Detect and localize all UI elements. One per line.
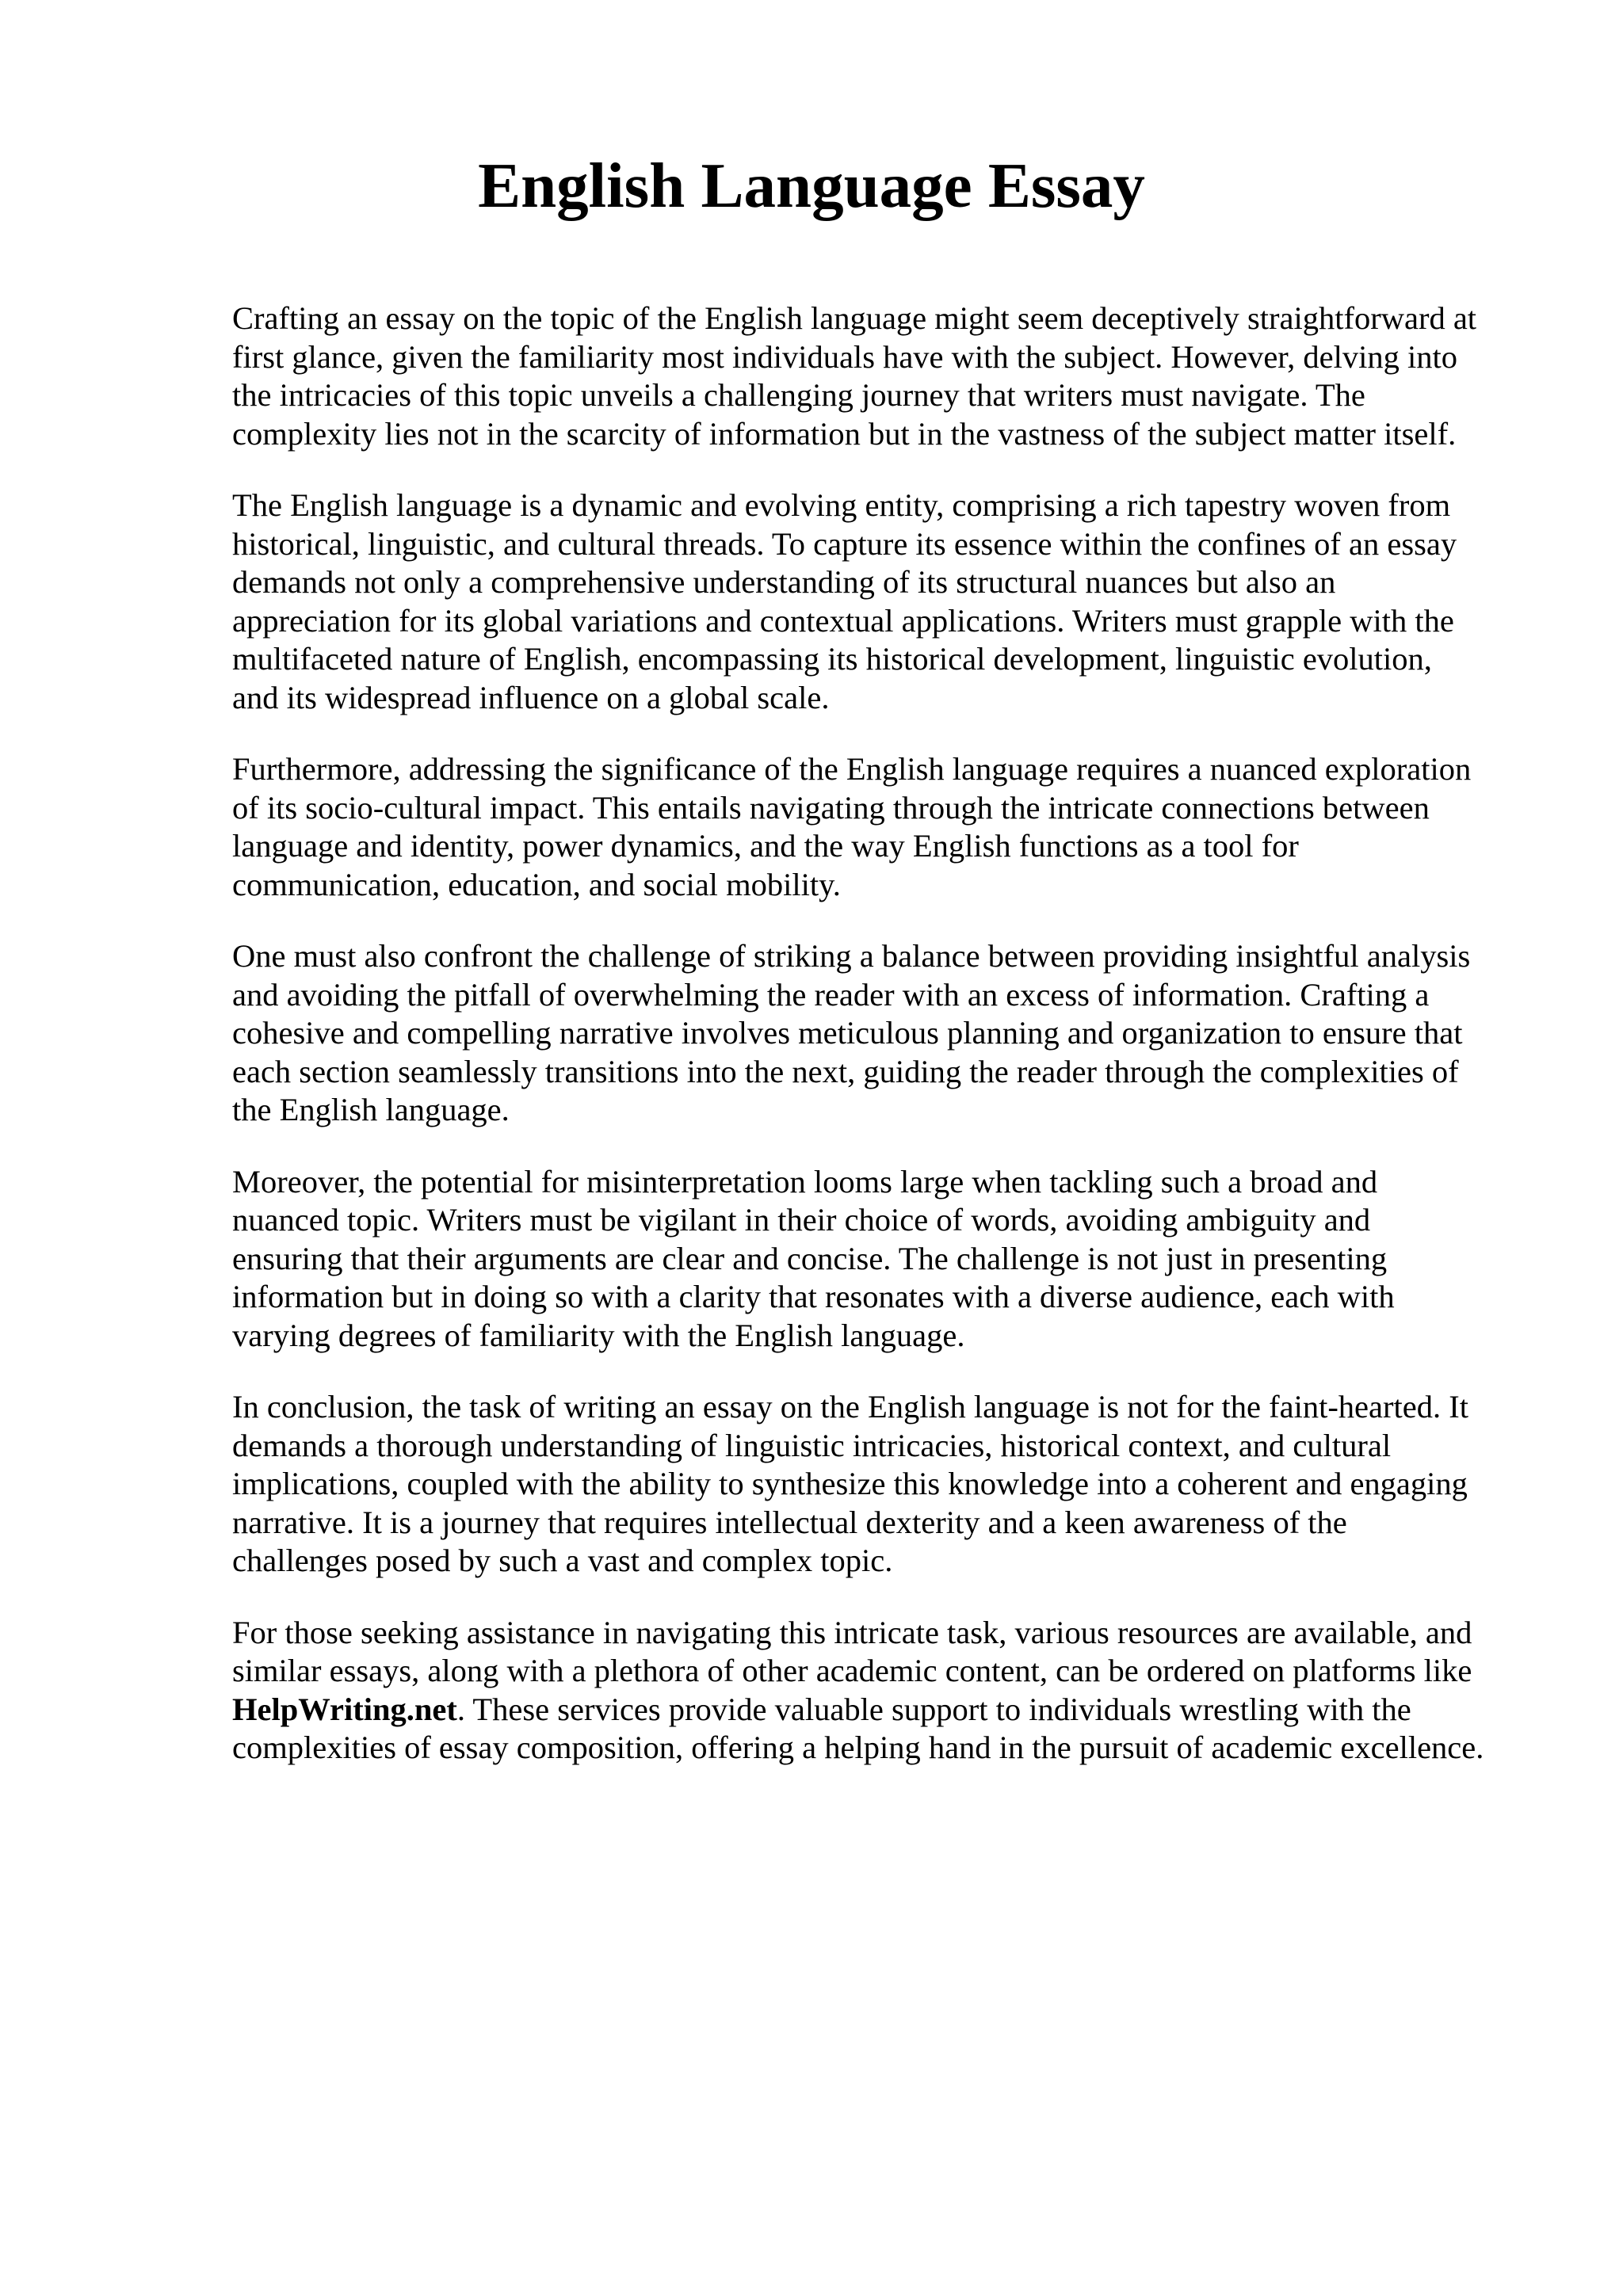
text-line: of its socio-cultural impact. This entails navigating through the intricate connections between [232,789,1430,826]
text-line: the English language. [232,1092,510,1127]
text-line: first glance, given the familiarity most individuals have with the subject. However, delving into [232,338,1458,375]
paragraph-3 [232,750,1532,904]
text-line-rest: . These services provide valuable support to individuals wrestling with the [456,1691,1411,1727]
text-line: appreciation for its global variations and contextual applications. Writers must grapple with the [232,602,1454,639]
helpwriting-brand-link[interactable]: HelpWriting.net [232,1691,457,1727]
text-line: multifaceted nature of English, encompassing its historical development, linguistic evolution, [232,641,1432,677]
text-line: historical, linguistic, and cultural threads. To capture its essence within the confines of an essay [232,525,1457,562]
text-line: implications, coupled with the ability to synthesize this knowledge into a coherent and engaging [232,1466,1468,1501]
text-line: One must also confront the challenge of striking a balance between providing insightful analysis [232,938,1471,974]
text-line: language and identity, power dynamics, and the way English functions as a tool for [232,828,1299,864]
paragraph-2 [232,486,1532,717]
closing-paragraph [232,1614,1532,1768]
text-line: varying degrees of familiarity with the English language. [232,1317,965,1353]
text-line: Crafting an essay on the topic of the English language might seem deceptively straightforward at [232,300,1477,336]
paragraph-1 [232,299,1532,453]
text-line: Moreover, the potential for misinterpretation looms large when tackling such a broad and [232,1163,1378,1199]
text-line: challenges posed by such a vast and complex topic. [232,1543,893,1578]
text-line: demands a thorough understanding of linguistic intricacies, historical context, and cultural [232,1427,1392,1463]
text-line: the intricacies of this topic unveils a challenging journey that writers must navigate. The [232,377,1365,413]
paragraph-6 [232,1388,1532,1581]
text-line: and avoiding the pitfall of overwhelming the reader with an excess of information. Crafting a [232,976,1430,1013]
text-line: ensuring that their arguments are clear and concise. The challenge is not just in presenting [232,1240,1388,1276]
text-line: similar essays, along with a plethora of other academic content, can be ordered on platforms like [232,1653,1472,1688]
text-line: complexities of essay composition, offering a helping hand in the pursuit of academic excellence. [232,1730,1484,1765]
text-line: narrative. It is a journey that requires intellectual dexterity and a keen awareness of the [232,1504,1347,1540]
document-body [232,299,1532,1801]
text-line: each section seamlessly transitions into the next, guiding the reader through the complexities of [232,1053,1459,1089]
text-line: communication, education, and social mobility. [232,866,841,902]
text-line: For those seeking assistance in navigating this intricate task, various resources are available, and [232,1614,1472,1650]
text-line: nuanced topic. Writers must be vigilant in their choice of words, avoiding ambiguity and [232,1202,1371,1238]
text-line: and its widespread influence on a global scale. [232,679,830,715]
paragraph-5 [232,1163,1532,1356]
text-line: The English language is a dynamic and evolving entity, comprising a rich tapestry woven from [232,487,1451,523]
text-line: cohesive and compelling narrative involves meticulous planning and organization to ensure that [232,1015,1463,1051]
text-line-with-brand [232,1691,1532,1730]
text-line: In conclusion, the task of writing an essay on the English language is not for the faint-hearted. It [232,1389,1468,1425]
document-title: English Language Essay [478,150,1145,221]
text-line: information but in doing so with a clarity that resonates with a diverse audience, each with [232,1279,1395,1314]
text-line: complexity lies not in the scarcity of information but in the vastness of the subject matter itself. [232,415,1457,452]
text-line: Furthermore, addressing the significance of the English language requires a nuanced exploration [232,751,1472,787]
text-line: demands not only a comprehensive understanding of its structural nuances but also an [232,564,1336,600]
paragraph-4 [232,937,1532,1130]
